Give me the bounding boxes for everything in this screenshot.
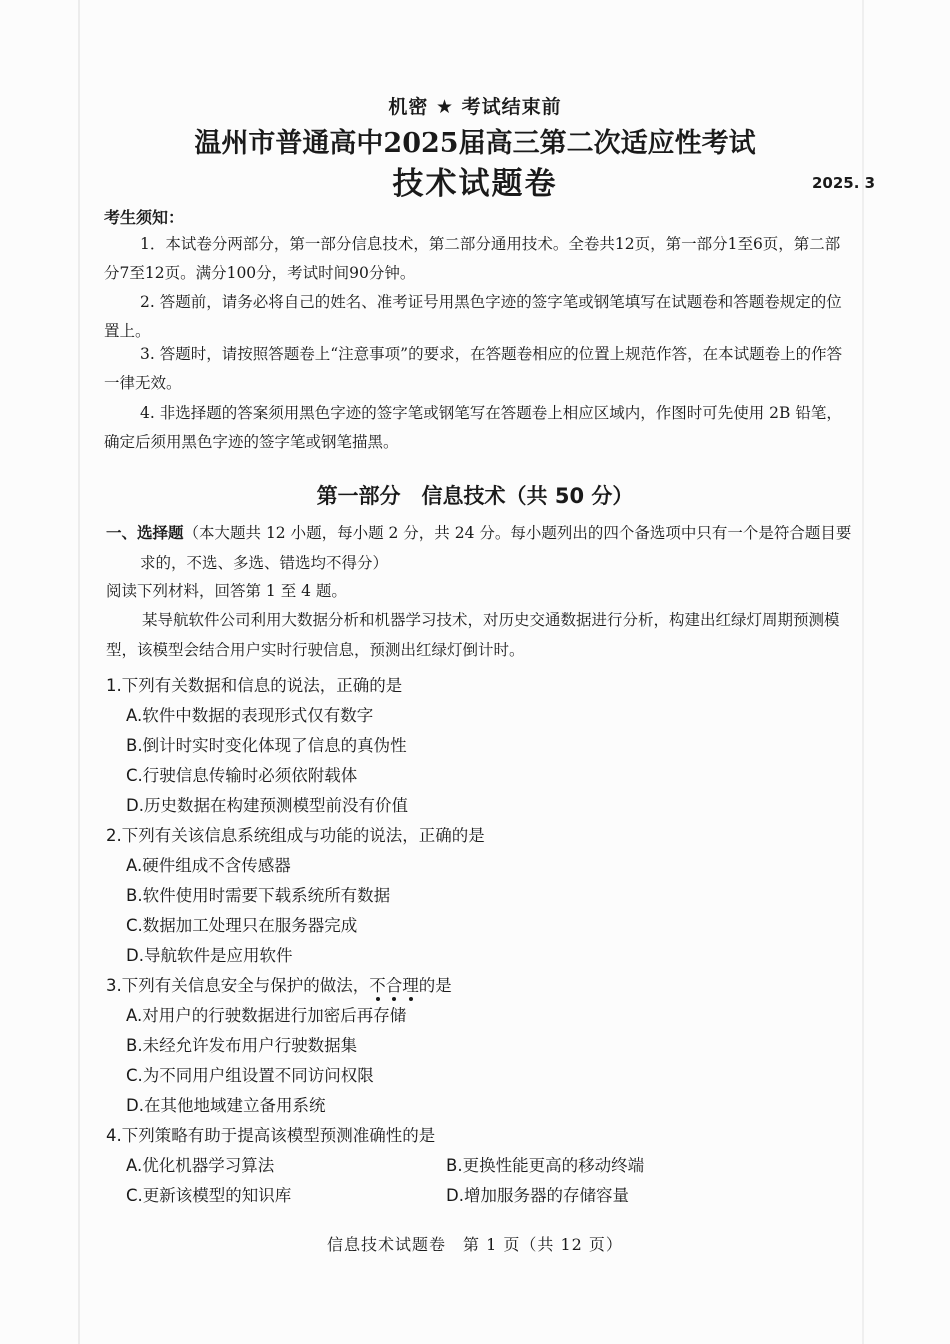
question-4-option-a: A.优化机器学习算法 <box>126 1156 275 1175</box>
question-2-option-d: D.导航软件是应用软件 <box>126 946 293 965</box>
question-3-stem-pre: 3.下列有关信息安全与保护的做法， <box>106 976 370 995</box>
mc-instructions <box>106 518 854 578</box>
exam-subtitle: 技术试题卷 <box>392 166 558 202</box>
question-2-option-c: C.数据加工处理只在服务器完成 <box>126 916 358 935</box>
mc-label: 一、选择题 <box>106 524 184 542</box>
notice-heading: 考生须知： <box>104 208 185 227</box>
emphasis-char-3: 理 <box>402 972 419 996</box>
confidential-label: 机密 ★ 考试结束前 <box>388 96 562 118</box>
reading-material: 某导航软件公司利用大数据分析和机器学习技术，对历史交通数据进行分析，构建出红绿灯周期预测模型，该模型会结合用户实时行驶信息，预测出红绿灯倒计时。 <box>106 611 840 659</box>
question-3-stem-post: 的是 <box>418 976 452 995</box>
mc-desc: （本大题共 12 小题，每小题 2 分，共 24 分。每小题列出的四个备选项中只有一个是符合题目要求的，不选、多选、错选均不得分） <box>140 524 852 572</box>
notice-item-2: 2. 答题前，请务必将自己的姓名、准考证号用黑色字迹的签字笔或钢笔填写在试题卷和答题卷规定的位置上。 <box>104 293 842 340</box>
question-2-stem: 2.下列有关该信息系统组成与功能的说法，正确的是 <box>106 826 485 845</box>
question-3-option-c: C.为不同用户组设置不同访问权限 <box>126 1066 374 1085</box>
question-1-option-c: C.行驶信息传输时必须依附载体 <box>126 766 358 785</box>
question-1-stem: 1.下列有关数据和信息的说法，正确的是 <box>106 676 403 695</box>
question-3-option-d: D.在其他地域建立备用系统 <box>126 1096 326 1115</box>
question-3-option-b: B.未经允许发布用户行驶数据集 <box>126 1036 358 1055</box>
question-4-option-b: B.更换性能更高的移动终端 <box>446 1156 645 1175</box>
reading-intro: 阅读下列材料，回答第 1 至 4 题。 <box>106 582 347 600</box>
notice-item-3: 3. 答题时，请按照答题卷上“注意事项”的要求，在答题卷相应的位置上规范作答，在本试题卷上的作答一律无效。 <box>104 345 843 392</box>
notice-item-4: 4. 非选择题的答案须用黑色字迹的签字笔或钢笔写在答题卷上相应区域内，作图时可先使用 2B 铅笔，确定后须用黑色字迹的签字笔或钢笔描黑。 <box>104 404 842 451</box>
question-3-stem <box>106 972 452 996</box>
question-2-option-b: B.软件使用时需要下载系统所有数据 <box>126 886 391 905</box>
question-1-option-b: B.倒计时实时变化体现了信息的真伪性 <box>126 736 407 755</box>
notice-item-1: 1．本试卷分两部分，第一部分信息技术，第二部分通用技术。全卷共12页，第一部分1至6页，第二部分7至12页。满分100分，考试时间90分钟。 <box>104 235 841 282</box>
question-1-option-d: D.历史数据在构建预测模型前没有价值 <box>126 796 408 815</box>
exam-date: 2025. 3 <box>812 174 876 192</box>
page-footer: 信息技术试题卷 第 1 页（共 12 页） <box>327 1235 623 1254</box>
emphasis-char-1: 不 <box>369 972 386 996</box>
question-1-option-a: A.软件中数据的表现形式仅有数字 <box>126 706 374 725</box>
question-4-stem: 4.下列策略有助于提高该模型预测准确性的是 <box>106 1126 436 1145</box>
question-3-option-a: A.对用户的行驶数据进行加密后再存储 <box>126 1006 407 1025</box>
question-4-option-d: D.增加服务器的存储容量 <box>446 1186 629 1205</box>
question-4-option-c: C.更新该模型的知识库 <box>126 1186 292 1205</box>
question-2-option-a: A.硬件组成不含传感器 <box>126 856 291 875</box>
section-title: 第一部分 信息技术（共 50 分） <box>316 484 634 508</box>
emphasis-char-2: 合 <box>386 972 403 996</box>
exam-title: 温州市普通高中2025届高三第二次适应性考试 <box>194 128 756 159</box>
